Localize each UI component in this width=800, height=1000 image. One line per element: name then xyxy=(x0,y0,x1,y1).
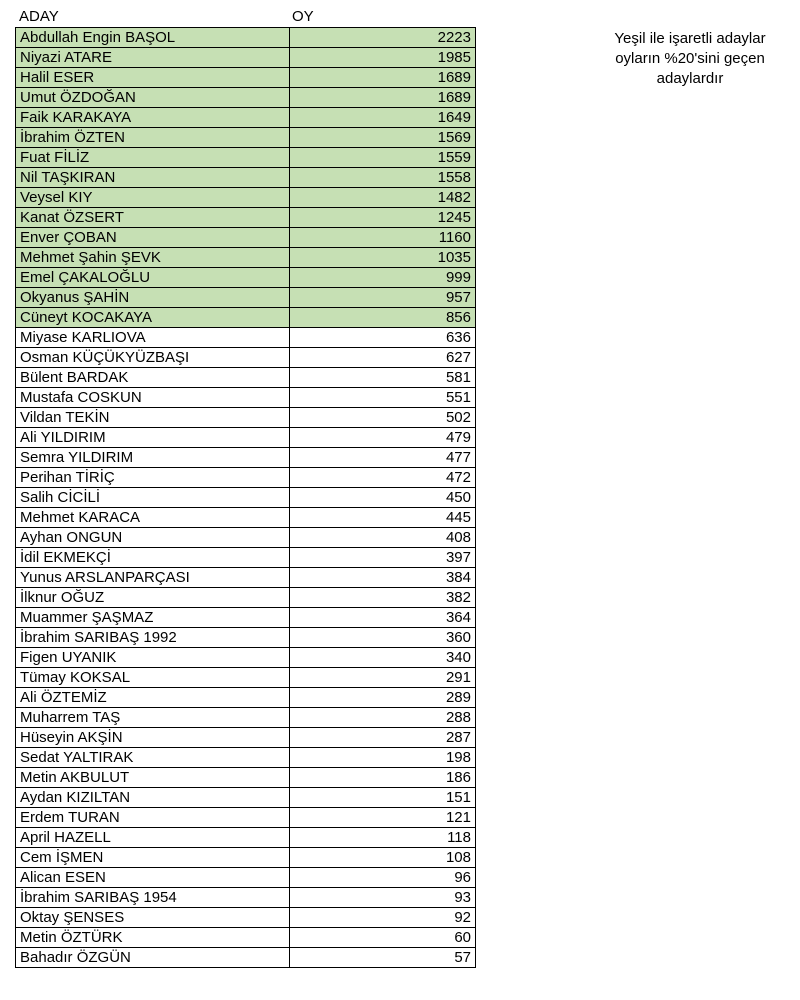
table-row xyxy=(16,48,476,68)
candidate-name-cell: Bülent BARDAK xyxy=(16,368,290,388)
vote-count-cell: 551 xyxy=(290,388,476,408)
table-row xyxy=(16,148,476,168)
vote-count-cell: 479 xyxy=(290,428,476,448)
candidate-name-cell: Aydan KIZILTAN xyxy=(16,788,290,808)
vote-count-cell: 1558 xyxy=(290,168,476,188)
vote-count-cell: 397 xyxy=(290,548,476,568)
table-row xyxy=(16,268,476,288)
table-row xyxy=(16,728,476,748)
table-row xyxy=(16,468,476,488)
candidate-name-cell: Miyase KARLIOVA xyxy=(16,328,290,348)
table-row xyxy=(16,908,476,928)
vote-count-cell: 60 xyxy=(290,928,476,948)
candidate-name-cell: Oktay ŞENSES xyxy=(16,908,290,928)
table-row xyxy=(16,368,476,388)
candidate-name-cell: Halil ESER xyxy=(16,68,290,88)
vote-count-cell: 287 xyxy=(290,728,476,748)
vote-count-cell: 636 xyxy=(290,328,476,348)
vote-count-cell: 186 xyxy=(290,768,476,788)
table-row xyxy=(16,228,476,248)
table-row xyxy=(16,88,476,108)
candidate-name-cell: Emel ÇAKALOĞLU xyxy=(16,268,290,288)
table-row xyxy=(16,28,476,48)
vote-count-cell: 477 xyxy=(290,448,476,468)
vote-count-cell: 1160 xyxy=(290,228,476,248)
legend-note-line: Yeşil ile işaretli adaylar xyxy=(614,30,766,47)
table-row xyxy=(16,708,476,728)
table-row xyxy=(16,248,476,268)
table-row xyxy=(16,688,476,708)
vote-count-cell: 57 xyxy=(290,948,476,968)
candidate-name-cell: İdil EKMEKÇİ xyxy=(16,548,290,568)
table-row xyxy=(16,608,476,628)
candidate-name-cell: Metin AKBULUT xyxy=(16,768,290,788)
vote-count-cell: 2223 xyxy=(290,28,476,48)
candidate-name-cell: Nil TAŞKIRAN xyxy=(16,168,290,188)
table-row xyxy=(16,488,476,508)
vote-count-cell: 96 xyxy=(290,868,476,888)
candidate-name-cell: Enver ÇOBAN xyxy=(16,228,290,248)
vote-count-cell: 957 xyxy=(290,288,476,308)
legend-note xyxy=(585,29,795,89)
candidate-name-cell: Cem İŞMEN xyxy=(16,848,290,868)
vote-count-cell: 445 xyxy=(290,508,476,528)
table-row xyxy=(16,548,476,568)
results-table-body xyxy=(16,28,476,968)
candidate-name-cell: Abdullah Engin BAŞOL xyxy=(16,28,290,48)
candidate-name-cell: Erdem TURAN xyxy=(16,808,290,828)
vote-count-cell: 627 xyxy=(290,348,476,368)
table-row xyxy=(16,348,476,368)
candidate-name-cell: Tümay KOKSAL xyxy=(16,668,290,688)
vote-count-cell: 360 xyxy=(290,628,476,648)
vote-count-cell: 288 xyxy=(290,708,476,728)
vote-count-cell: 364 xyxy=(290,608,476,628)
table-row xyxy=(16,748,476,768)
vote-count-cell: 289 xyxy=(290,688,476,708)
vote-count-cell: 1245 xyxy=(290,208,476,228)
table-row xyxy=(16,588,476,608)
candidate-name-cell: Vildan TEKİN xyxy=(16,408,290,428)
candidate-name-cell: Veysel KIY xyxy=(16,188,290,208)
vote-count-cell: 856 xyxy=(290,308,476,328)
table-row xyxy=(16,208,476,228)
table-row xyxy=(16,528,476,548)
candidate-name-cell: Faik KARAKAYA xyxy=(16,108,290,128)
table-row xyxy=(16,308,476,328)
candidate-name-cell: Ali ÖZTEMİZ xyxy=(16,688,290,708)
table-row xyxy=(16,928,476,948)
candidate-name-cell: Muharrem TAŞ xyxy=(16,708,290,728)
candidate-name-cell: Perihan TİRİÇ xyxy=(16,468,290,488)
vote-count-cell: 108 xyxy=(290,848,476,868)
candidate-name-cell: İbrahim SARIBAŞ 1992 xyxy=(16,628,290,648)
vote-count-cell: 472 xyxy=(290,468,476,488)
vote-count-cell: 1035 xyxy=(290,248,476,268)
candidate-name-cell: Metin ÖZTÜRK xyxy=(16,928,290,948)
vote-count-cell: 382 xyxy=(290,588,476,608)
candidate-name-cell: Ayhan ONGUN xyxy=(16,528,290,548)
vote-count-cell: 999 xyxy=(290,268,476,288)
table-row xyxy=(16,848,476,868)
candidate-name-cell: April HAZELL xyxy=(16,828,290,848)
vote-count-cell: 1559 xyxy=(290,148,476,168)
vote-count-cell: 118 xyxy=(290,828,476,848)
candidate-name-cell: Muammer ŞAŞMAZ xyxy=(16,608,290,628)
table-row xyxy=(16,888,476,908)
table-row xyxy=(16,828,476,848)
table-row xyxy=(16,668,476,688)
candidate-name-cell: Bahadır ÖZGÜN xyxy=(16,948,290,968)
legend-note-line: oyların %20'sini geçen xyxy=(615,50,765,67)
table-row xyxy=(16,648,476,668)
candidate-name-cell: Cüneyt KOCAKAYA xyxy=(16,308,290,328)
vote-count-cell: 1649 xyxy=(290,108,476,128)
candidate-name-cell: Mustafa COSKUN xyxy=(16,388,290,408)
vote-count-cell: 1689 xyxy=(290,88,476,108)
candidate-name-cell: Fuat FİLİZ xyxy=(16,148,290,168)
candidate-name-cell: Okyanus ŞAHİN xyxy=(16,288,290,308)
results-table xyxy=(15,27,476,968)
candidate-name-cell: Kanat ÖZSERT xyxy=(16,208,290,228)
vote-count-cell: 1985 xyxy=(290,48,476,68)
candidate-name-cell: Umut ÖZDOĞAN xyxy=(16,88,290,108)
table-row xyxy=(16,168,476,188)
table-row xyxy=(16,448,476,468)
table-row xyxy=(16,188,476,208)
vote-count-cell: 1482 xyxy=(290,188,476,208)
vote-count-cell: 1689 xyxy=(290,68,476,88)
candidate-name-cell: Yunus ARSLANPARÇASI xyxy=(16,568,290,588)
candidate-name-cell: Figen UYANIK xyxy=(16,648,290,668)
table-row xyxy=(16,288,476,308)
vote-count-cell: 151 xyxy=(290,788,476,808)
candidate-name-cell: İbrahim ÖZTEN xyxy=(16,128,290,148)
table-row xyxy=(16,948,476,968)
table-row xyxy=(16,788,476,808)
vote-count-cell: 581 xyxy=(290,368,476,388)
table-row xyxy=(16,388,476,408)
candidate-name-cell: Niyazi ATARE xyxy=(16,48,290,68)
candidate-name-cell: Salih CİCİLİ xyxy=(16,488,290,508)
candidate-name-cell: Sedat YALTIRAK xyxy=(16,748,290,768)
vote-count-cell: 121 xyxy=(290,808,476,828)
table-row xyxy=(16,408,476,428)
vote-count-cell: 502 xyxy=(290,408,476,428)
vote-count-cell: 291 xyxy=(290,668,476,688)
vote-count-cell: 450 xyxy=(290,488,476,508)
table-row xyxy=(16,328,476,348)
candidate-name-cell: Ali YILDIRIM xyxy=(16,428,290,448)
candidate-name-cell: Mehmet Şahin ŞEVK xyxy=(16,248,290,268)
candidate-name-cell: Semra YILDIRIM xyxy=(16,448,290,468)
column-header-votes: OY xyxy=(292,8,314,25)
vote-count-cell: 340 xyxy=(290,648,476,668)
vote-count-cell: 408 xyxy=(290,528,476,548)
column-header-candidate: ADAY xyxy=(19,8,59,25)
table-row xyxy=(16,108,476,128)
table-row xyxy=(16,128,476,148)
table-row xyxy=(16,68,476,88)
table-row xyxy=(16,568,476,588)
candidate-name-cell: İlknur OĞUZ xyxy=(16,588,290,608)
vote-count-cell: 93 xyxy=(290,888,476,908)
candidate-name-cell: Mehmet KARACA xyxy=(16,508,290,528)
table-row xyxy=(16,768,476,788)
legend-note-line: adaylardır xyxy=(656,70,724,87)
table-row xyxy=(16,808,476,828)
vote-count-cell: 198 xyxy=(290,748,476,768)
table-row xyxy=(16,428,476,448)
candidate-name-cell: Osman KÜÇÜKYÜZBAŞI xyxy=(16,348,290,368)
table-row xyxy=(16,508,476,528)
vote-count-cell: 1569 xyxy=(290,128,476,148)
vote-count-cell: 384 xyxy=(290,568,476,588)
candidate-name-cell: Hüseyin AKŞİN xyxy=(16,728,290,748)
table-row xyxy=(16,868,476,888)
table-row xyxy=(16,628,476,648)
candidate-name-cell: Alican ESEN xyxy=(16,868,290,888)
candidate-name-cell: İbrahim SARIBAŞ 1954 xyxy=(16,888,290,908)
vote-count-cell: 92 xyxy=(290,908,476,928)
